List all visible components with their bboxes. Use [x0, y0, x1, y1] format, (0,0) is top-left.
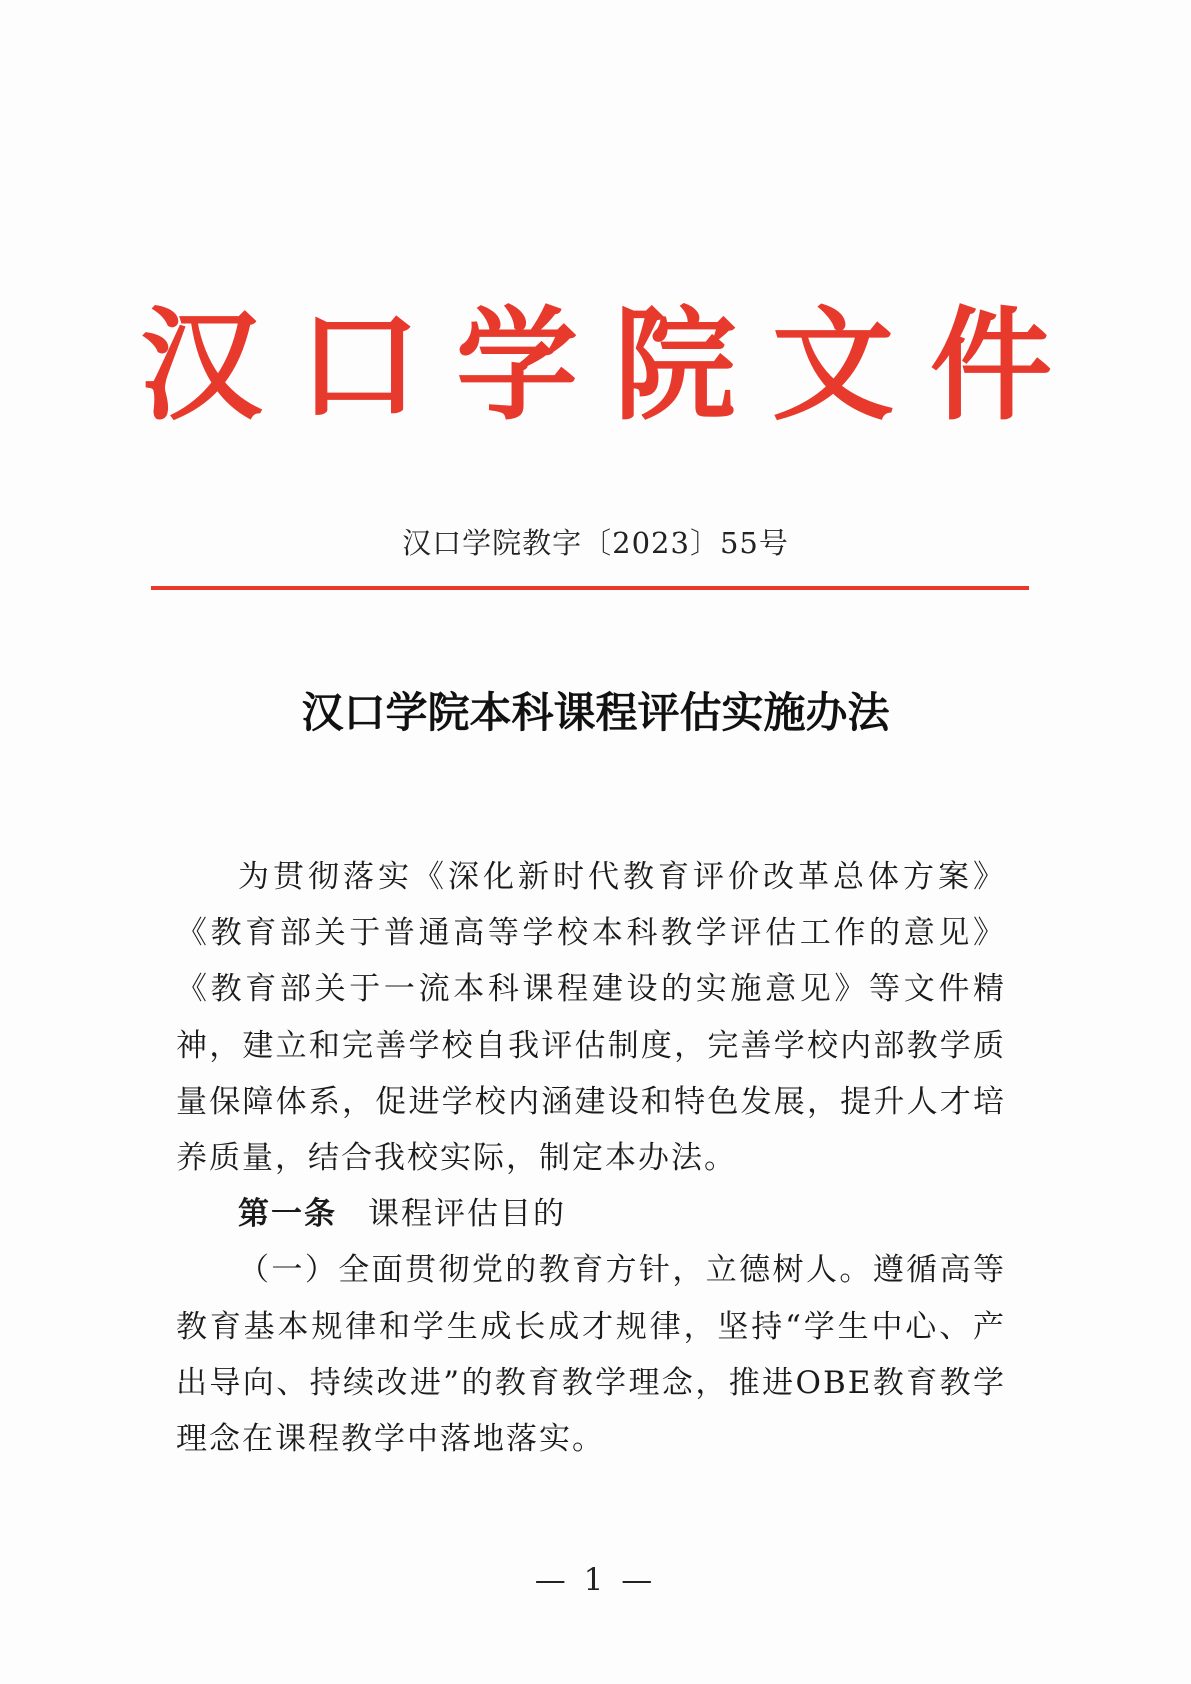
masthead-title: 汉口学院文件	[140, 293, 1088, 437]
article-heading	[176, 1186, 1006, 1242]
article-heading-text: 课程评估目的	[368, 1196, 566, 1233]
page-number: — 1 —	[534, 1562, 657, 1598]
document-body	[176, 849, 1006, 1467]
red-divider-line	[151, 586, 1029, 590]
intro-paragraph: 为贯彻落实《深化新时代教育评价改革总体方案》《教育部关于普通高等学校本科教学评估工作的意见》《教育部关于一流本科课程建设的实施意见》等文件精神，建立和完善学校自我评估制度，完善学校内部教学质量保障体系，促进学校内涵建设和特色发展，提升人才培养质量，结合我校实际，制定本办法。	[176, 859, 1006, 1177]
document-title: 汉口学院本科课程评估实施办法	[301, 688, 890, 737]
document-number: 汉口学院教字〔2023〕55号	[402, 526, 789, 560]
article-label: 第一条	[238, 1196, 337, 1233]
article-item: （一）全面贯彻党的教育方针，立德树人。遵循高等教育基本规律和学生成长成才规律，坚持“学生中心、产出导向、持续改进”的教育教学理念，推进OBE教育教学理念在课程教学中落地落实。	[176, 1252, 1006, 1458]
